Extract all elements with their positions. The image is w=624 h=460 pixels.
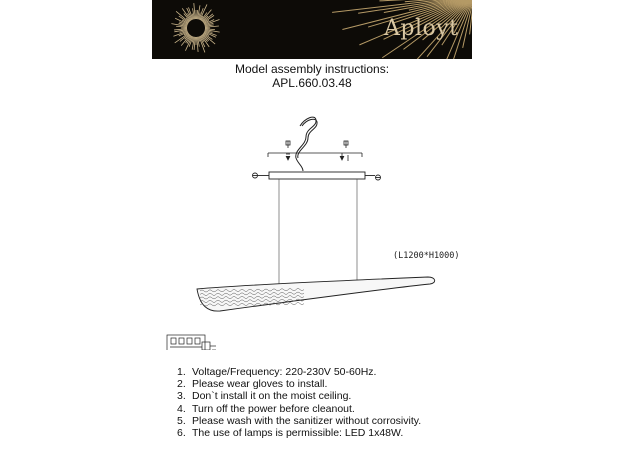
ceiling-canopy bbox=[253, 172, 381, 180]
ceiling-bracket bbox=[268, 141, 362, 161]
item-text: Please wash with the sanitizer without corrosivity. bbox=[192, 414, 422, 427]
model-number: APL.660.03.48 bbox=[272, 76, 352, 90]
suspension-cables bbox=[279, 179, 357, 285]
list-item bbox=[177, 415, 421, 427]
mounting-wire bbox=[296, 117, 317, 171]
item-text: Don`t install it on the moist ceiling. bbox=[192, 390, 352, 403]
list-item bbox=[177, 378, 421, 390]
title-line: Model assembly instructions: bbox=[234, 62, 390, 76]
brand-name: Aployt bbox=[384, 16, 459, 41]
item-number: 3. bbox=[177, 390, 186, 403]
lamp-diagram bbox=[0, 100, 624, 350]
item-number: 4. bbox=[177, 402, 186, 415]
item-number: 2. bbox=[177, 378, 186, 391]
sunburst-icon bbox=[171, 3, 219, 52]
item-text: The use of lamps is permissible: LED 1x48W. bbox=[192, 427, 404, 440]
item-number: 1. bbox=[177, 366, 186, 378]
item-text: Turn off the power before cleanout. bbox=[192, 402, 355, 415]
lamp-body bbox=[197, 277, 435, 311]
item-number: 5. bbox=[177, 414, 186, 427]
list-item bbox=[177, 366, 421, 378]
list-item bbox=[177, 403, 421, 415]
document-title bbox=[0, 62, 624, 90]
list-item bbox=[177, 427, 421, 439]
brand-header bbox=[152, 0, 472, 59]
item-number: 6. bbox=[177, 427, 186, 440]
dimensions-label: (L1200*H1000) bbox=[393, 251, 460, 261]
terminal-block-icon bbox=[167, 335, 216, 350]
instruction-list bbox=[177, 366, 421, 439]
item-text: Voltage/Frequency: 220-230V 50-60Hz. bbox=[192, 366, 377, 378]
item-text: Please wear gloves to install. bbox=[192, 378, 328, 391]
list-item bbox=[177, 390, 421, 402]
